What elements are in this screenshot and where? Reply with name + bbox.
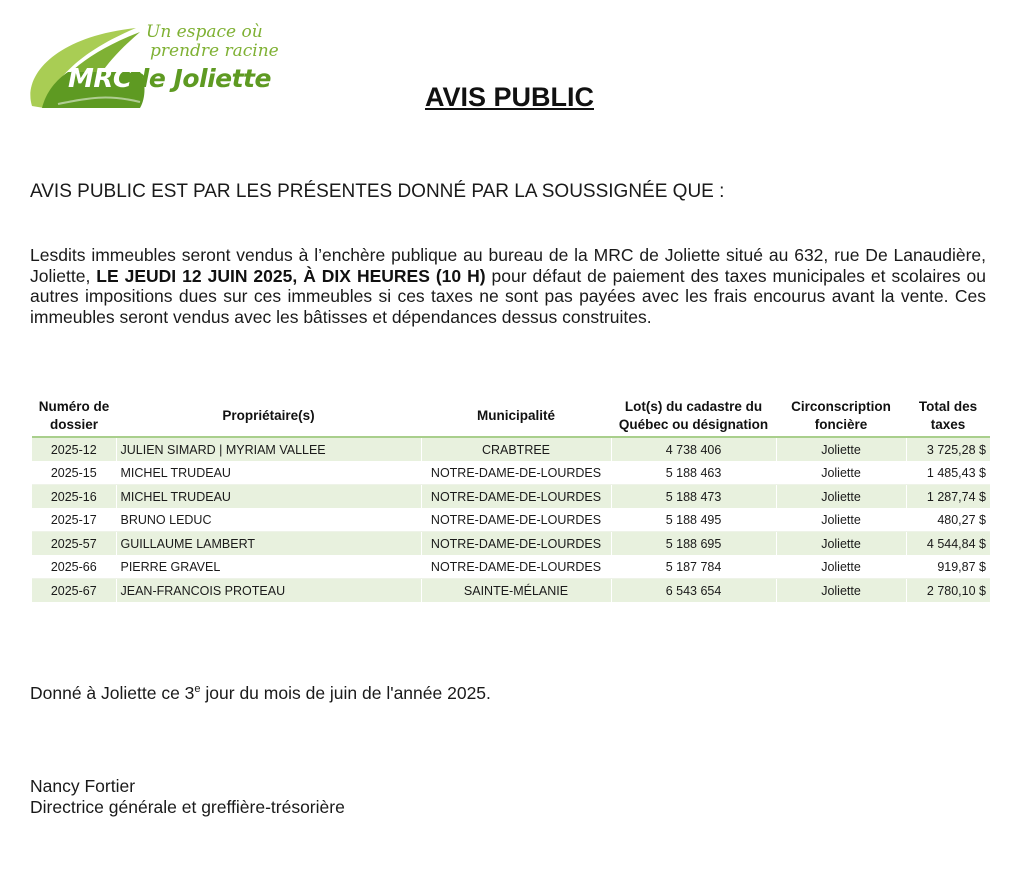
cell-total: 2 780,10 $ [906,579,990,603]
cell-municipalite: NOTRE-DAME-DE-LOURDES [421,485,611,509]
table-row [32,579,990,603]
date-statement [30,683,491,704]
cell-circonscription: Joliette [776,437,906,461]
table-row [32,555,990,579]
cell-municipalite: NOTRE-DAME-DE-LOURDES [421,532,611,556]
cell-lots: 5 187 784 [611,555,776,579]
cell-municipalite: NOTRE-DAME-DE-LOURDES [421,508,611,532]
cell-dossier: 2025-15 [32,461,116,485]
cell-municipalite: CRABTREE [421,437,611,461]
cell-dossier: 2025-16 [32,485,116,509]
cell-circonscription: Joliette [776,532,906,556]
logo-brand-mrc: MRC [68,64,132,94]
table-row [32,461,990,485]
cell-lots: 5 188 495 [611,508,776,532]
cell-municipalite: NOTRE-DAME-DE-LOURDES [421,461,611,485]
cell-dossier: 2025-66 [32,555,116,579]
properties-table [32,396,990,602]
table-header-row [32,396,990,437]
date-ordinal-suffix: e [194,683,201,696]
cell-lots: 5 188 695 [611,532,776,556]
sale-date-bold: LE JEUDI 12 JUIN 2025, À DIX HEURES (10 H) [96,265,486,286]
cell-total: 3 725,28 $ [906,437,990,461]
header-lots: Lot(s) du cadastre du Québec ou désignation [611,396,776,437]
cell-municipalite: NOTRE-DAME-DE-LOURDES [421,555,611,579]
cell-total: 1 485,43 $ [906,461,990,485]
cell-lots: 6 543 654 [611,579,776,603]
cell-total: 480,27 $ [906,508,990,532]
cell-dossier: 2025-67 [32,579,116,603]
cell-dossier: 2025-17 [32,508,116,532]
cell-proprietaires: PIERRE GRAVEL [116,555,421,579]
cell-circonscription: Joliette [776,461,906,485]
cell-proprietaires: MICHEL TRUDEAU [116,461,421,485]
cell-proprietaires: BRUNO LEDUC [116,508,421,532]
header-proprietaires: Propriétaire(s) [116,396,421,437]
cell-circonscription: Joliette [776,555,906,579]
paragraph-text-end: pour défaut de paiement des taxes municipales et scolaires ou autres impositions dues sur ces immeubles si ces taxes ne sont pas payées avec les frais encourus avant la vente. Ces immeubles seront vendus avec les bâtisses et dépendances dessus construites. [30,265,986,327]
cell-total: 4 544,84 $ [906,532,990,556]
cell-proprietaires: GUILLAUME LAMBERT [116,532,421,556]
cell-proprietaires: JULIEN SIMARD | MYRIAM VALLEE [116,437,421,461]
table-row [32,437,990,461]
logo-tagline-line2: prendre racine [150,41,279,61]
signatory-role: Directrice générale et greffière-trésorière [30,797,345,817]
cell-dossier: 2025-12 [32,437,116,461]
signature-block [30,776,345,818]
header-circonscription: Circonscription foncière [776,396,906,437]
date-text-end: jour du mois de juin de l'année 2025. [200,683,491,703]
cell-proprietaires: MICHEL TRUDEAU [116,485,421,509]
cell-proprietaires: JEAN-FRANCOIS PROTEAU [116,579,421,603]
cell-municipalite: SAINTE-MÉLANIE [421,579,611,603]
logo-brand-joliette: de Joliette [131,64,271,93]
signatory-name: Nancy Fortier [30,776,136,796]
cell-total: 1 287,74 $ [906,485,990,509]
cell-lots: 5 188 473 [611,485,776,509]
cell-circonscription: Joliette [776,508,906,532]
header-total: Total des taxes [906,396,990,437]
date-text-start: Donné à Joliette ce 3 [30,683,195,703]
sale-paragraph [30,245,986,327]
logo-tagline-line1: Un espace où [146,22,263,42]
cell-lots: 4 738 406 [611,437,776,461]
table-row [32,485,990,509]
cell-dossier: 2025-57 [32,532,116,556]
paragraph-text-start: Lesdits immeubles seront vendus à l’enchère publique au bureau de la MRC de Joliette situé au 632, rue De Lanaudière, Joliette, [30,245,986,286]
header-dossier: Numéro de dossier [32,396,116,437]
cell-lots: 5 188 463 [611,461,776,485]
table-row [32,532,990,556]
header-municipalite: Municipalité [421,396,611,437]
cell-circonscription: Joliette [776,579,906,603]
intro-statement: AVIS PUBLIC EST PAR LES PRÉSENTES DONNÉ PAR LA SOUSSIGNÉE QUE : [30,181,725,202]
cell-circonscription: Joliette [776,485,906,509]
cell-total: 919,87 $ [906,555,990,579]
table-row [32,508,990,532]
page-title: AVIS PUBLIC [424,82,594,112]
